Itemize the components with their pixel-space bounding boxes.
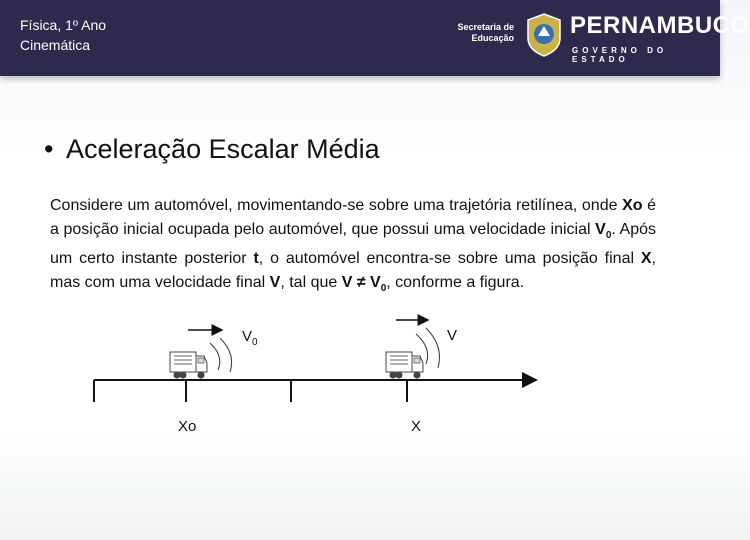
trajectory-axis	[94, 380, 536, 402]
state-name: PERNAMBUCO	[570, 12, 750, 39]
state-subtitle: GOVERNO DO ESTADO	[572, 46, 668, 64]
motion-line	[220, 338, 232, 372]
para-bold: V	[595, 220, 606, 238]
para-text: , conforme a figura.	[386, 273, 525, 291]
x-label: X	[411, 418, 422, 435]
para-bold: Xo	[622, 197, 643, 214]
para-text: é a posição inicial ocupada pelo automóvel, que possui uma velocidade inicial	[50, 197, 656, 238]
para-bold: V	[269, 273, 281, 291]
truck-final-icon	[386, 352, 423, 379]
para-text: , tal que	[280, 273, 342, 291]
para-text: Considere um automóvel, movimentando-se sobre uma trajetória retilínea, onde	[50, 197, 623, 214]
v-label: V	[447, 327, 458, 344]
xo-label: Xo	[178, 418, 197, 435]
para-text: , o automóvel encontra-se sobre uma posição final	[258, 250, 641, 268]
motion-line	[426, 328, 440, 368]
v0-subscript: 0	[252, 337, 258, 348]
slide-bullet	[44, 134, 380, 165]
motion-line	[210, 343, 220, 370]
truck-initial-icon	[170, 352, 207, 379]
topic-title: Cinemática	[20, 37, 91, 53]
para-subscript: 0	[380, 282, 387, 294]
para-bold: V ≠ V	[341, 273, 381, 291]
problem-paragraph	[50, 194, 656, 300]
para-subscript: 0	[605, 229, 612, 241]
course-title: Física, 1º Ano	[20, 17, 107, 33]
bullet-dot-icon: •	[44, 134, 54, 164]
motion-line	[416, 334, 428, 364]
bullet-title: Aceleração Escalar Média	[66, 134, 380, 164]
para-text: . Após um certo instante posterior	[50, 220, 657, 268]
header-bar	[0, 0, 750, 76]
para-bold: X	[640, 250, 652, 268]
v0-label	[242, 328, 258, 348]
v0-letter: V	[242, 328, 253, 345]
para-bold: t	[253, 250, 259, 268]
state-seal-icon	[524, 12, 564, 58]
secretaria-logo: Secretaria de Educação	[457, 22, 514, 43]
para-text: , mas com uma velocidade final	[50, 250, 656, 291]
